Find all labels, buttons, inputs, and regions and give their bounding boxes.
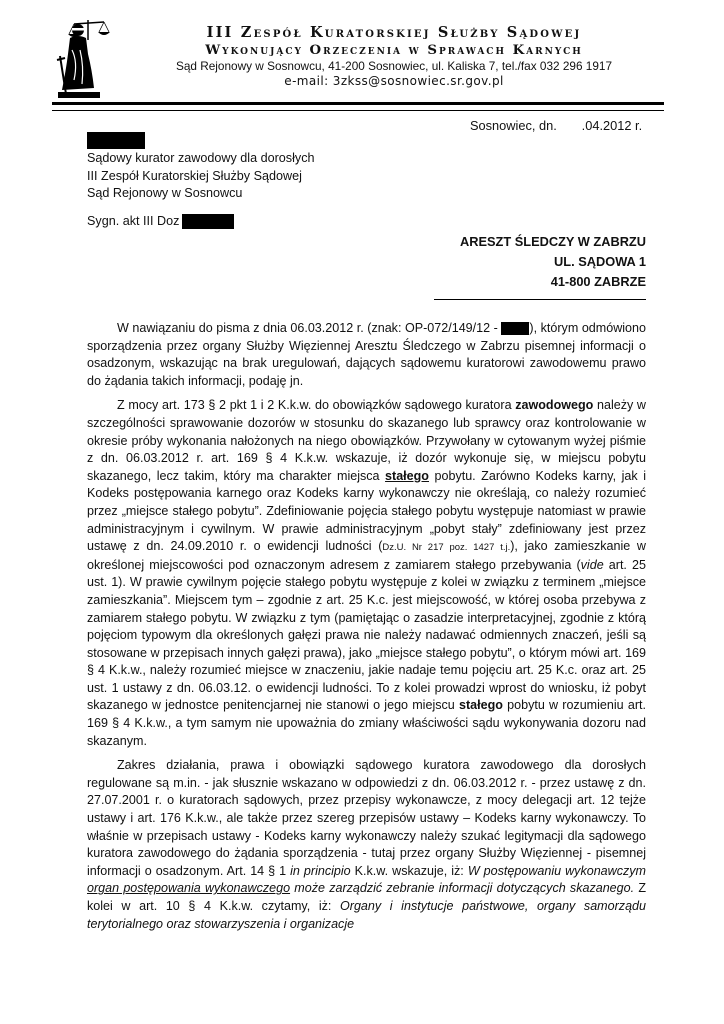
redacted-name bbox=[87, 132, 145, 149]
case-reference bbox=[87, 214, 234, 229]
letterhead-divider bbox=[52, 102, 664, 111]
letterhead-subtitle: Wykonujący Orzeczenia w Sprawach Karnych bbox=[205, 43, 583, 58]
letterhead bbox=[124, 24, 664, 89]
case-reference-label: Sygn. akt III Doz bbox=[87, 214, 180, 228]
recipient-line: 41-800 ZABRZE bbox=[550, 274, 646, 289]
letterhead-title: III Zespół Kuratorskiej Służby Sądowej bbox=[206, 24, 582, 41]
sender-line: Sąd Rejonowy w Sosnowcu bbox=[87, 186, 243, 200]
recipient-block bbox=[460, 232, 646, 292]
justitia-logo-icon bbox=[52, 10, 114, 102]
letterhead-email: e-mail: 3zkss@sosnowiec.sr.gov.pl bbox=[284, 74, 504, 88]
document-date: Sosnowiec, dn. .04.2012 r. bbox=[470, 118, 643, 133]
sender-line: Sądowy kurator zawodowy dla dorosłych bbox=[87, 151, 315, 165]
recipient-line: UL. SĄDOWA 1 bbox=[554, 254, 646, 269]
letterhead-address: Sąd Rejonowy w Sosnowcu, 41-200 Sosnowiec, ul. Kaliska 7, tel./fax 032 296 1917 bbox=[175, 59, 613, 73]
letter-body bbox=[87, 320, 646, 940]
paragraph: W nawiązaniu do pisma z dnia 06.03.2012 r. (znak: OP-072/149/12 - ), którym odmówiono sporządzenia przez organy Służby Więziennej Aresztu Śledczego w Zabrzu pisemnej informacji o osadzonym, wskazując na brak uregulowań, dających sądowemu kuratorowi zawodowemu prawo do żądania takich informacji, podaję jn. bbox=[87, 321, 646, 388]
paragraph: Zakres działania, prawa i obowiązki sądowego kuratora zawodowego dla dorosłych regulowane są m.in. - jak słusznie wskazano w odpowiedzi z dn. 06.03.2012 r. - przez ustawę z dn. 27.07.2001 r. o kuratorach sądowych, przez przepisy wykonawcze, z mocy delegacji art. 12 tejże ustawy i art. 176 K.k.w., ale także przez szereg przepisów ustawy – Kodeks karny wykonawczy. To właśnie w przepisach ustawy - Kodeks karny wykonawczy należy szukać legitymacji dla sądowego kuratora zawodowego do żądania sporządzenia - tutaj przez organy Służby Więziennej - pisemnej informacji o osadzonym. Art. 14 § 1 in principio K.k.w. wskazuje, iż: W postępowaniu wykonawczym organ postępowania wykonawczego może zarządzić zebranie informacji dotyczących skazanego. Z kolei w art. 10 § 4 K.k.w. czytamy, iż: Organy i instytucje państwowe, organy samorządu terytorialnego oraz stowarzyszenia i organizacje bbox=[87, 758, 647, 931]
sender-block bbox=[87, 132, 315, 203]
recipient-line: ARESZT ŚLEDCZY W ZABRZU bbox=[459, 234, 646, 249]
redacted-reference bbox=[501, 322, 529, 335]
recipient-underline bbox=[434, 299, 646, 300]
paragraph: Z mocy art. 173 § 2 pkt 1 i 2 K.k.w. do obowiązków sądowego kuratora zawodowego należy w szczególności sprawowanie dozorów w stosunku do skazanego lub sprawcy oraz kontrolowanie w okresie próby wykonania nałożonych na niego obowiązków. Przywołany w cytowanym wyżej piśmie z dn. 06.03.2012 r. art. 169 § 4 K.k.w. wskazuje, iż dozór wykonuje się, w miejscu pobytu skazanego, lecz takim, który ma charakter miejsca stałego pobytu. Zarówno Kodeks karny, jak i Kodeks postępowania karnego oraz Kodeks karny wykonawczy nie określają, co należy rozumieć przez „miejsce stałego pobytu”. Zdefiniowanie pojęcia stałego pobytu występuje natomiast w prawie administracyjnym i cywilnym. W prawie administracyjnym „pobyt stały” zdefiniowany jest przez ustawę z dn. 24.09.2010 r. o ewidencji ludności (Dz.U. Nr 217 poz. 1427 t.j.), jako zamieszkanie w określonej miejscowości pod oznaczonym adresem z zamiarem stałego przebywania (vide art. 25 ust. 1). W prawie cywilnym pojęcie stałego pobytu występuje z kolei w związku z terminem „miejsce zamieszkania”. Miejscem tym – zgodnie z art. 25 K.c. jest miejscowość, w której osoba przebywa z zamiarem stałego pobytu. W związku z tym (pamiętając o zasadzie interpretacyjnej, zgodnie z którą pojęciom typowym dla określonych gałęzi prawa nie należy nadawać odmiennych znaczeń, jeśli są stosowane w przepisach innych gałęzi prawa), jako „miejsce stałego pobytu”, o którym mówi art. 169 § 4 K.k.w., należy rozumieć miejsce w znaczeniu, jakie nadaje temu pojęciu art. 25 K.c. oraz art. 25 ust. 1 ustawy z dn. 06.03.12. o ewidencji ludności. To z kolei prowadzi wprost do wniosku, iż pobyt skazanego w jednostce penitencjarnej nie stanowi o jego miejscu stałego pobytu w rozumieniu art. 169 § 4 K.k.w., a tym samym nie upoważnia do zmiany właściwości sądu wykonywania dozoru nad skazanym. bbox=[87, 398, 646, 748]
redacted-case-number bbox=[182, 214, 234, 229]
sender-line: III Zespół Kuratorskiej Służby Sądowej bbox=[87, 168, 302, 183]
